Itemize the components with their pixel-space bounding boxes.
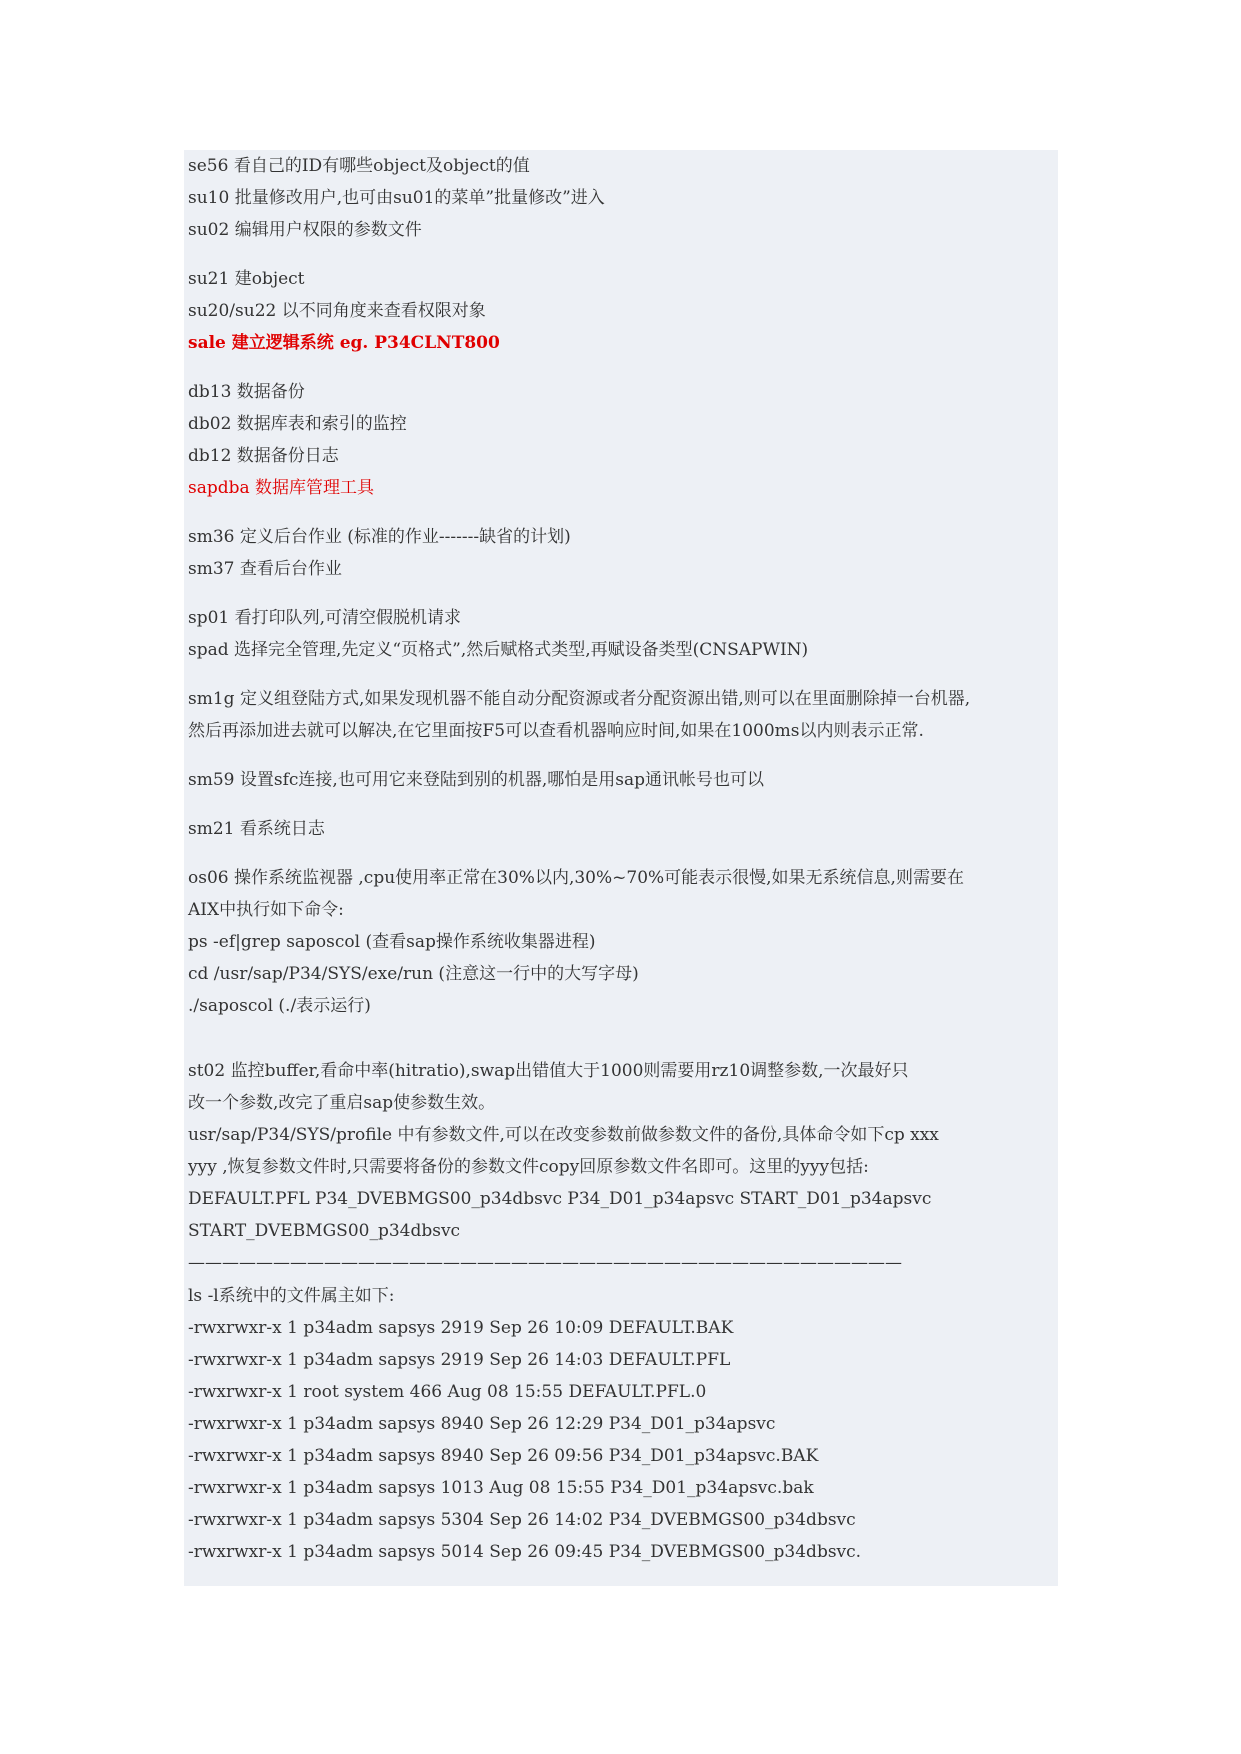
line-db13: db13 数据备份 bbox=[188, 382, 305, 402]
file-row-3: -rwxrwxr-x 1 root system 466 Aug 08 15:55 DEFAULT.PFL.0 bbox=[188, 1382, 707, 1402]
line-db02: db02 数据库表和索引的监控 bbox=[188, 414, 407, 434]
file-row-6: -rwxrwxr-x 1 p34adm sapsys 1013 Aug 08 15:55 P34_D01_p34apsvc.bak bbox=[188, 1478, 814, 1498]
line-smlg: sm1g 定义组登陆方式,如果发现机器不能自动分配资源或者分配资源出错,则可以在里面删除掉一台机器, bbox=[188, 689, 971, 709]
line-profile-cont: yyy ,恢复参数文件时,只需要将备份的参数文件copy回原参数文件名即可。这里的yyy包括: bbox=[188, 1157, 869, 1177]
line-os06-cont: AIX中执行如下命令: bbox=[188, 900, 344, 920]
line-sm36: sm36 定义后台作业 (标准的作业-------缺省的计划) bbox=[188, 527, 571, 547]
line-sm59: sm59 设置sfc连接,也可用它来登陆到别的机器,哪怕是用sap通讯帐号也可以 bbox=[188, 770, 764, 790]
line-db12: db12 数据备份日志 bbox=[188, 446, 339, 466]
line-cd-run: cd /usr/sap/P34/SYS/exe/run (注意这一行中的大写字母) bbox=[188, 964, 639, 984]
line-sale: sale 建立逻辑系统 eg. P34CLNT800 bbox=[188, 333, 500, 353]
line-ls: ls -l系统中的文件属主如下: bbox=[188, 1286, 395, 1306]
file-row-2: -rwxrwxr-x 1 p34adm sapsys 2919 Sep 26 14:03 DEFAULT.PFL bbox=[188, 1350, 731, 1370]
file-row-7: -rwxrwxr-x 1 p34adm sapsys 5304 Sep 26 14:02 P34_DVEBMGS00_p34dbsvc bbox=[188, 1510, 856, 1530]
separator-line: —————————————————————————————————————————— bbox=[188, 1253, 902, 1273]
line-ps-grep: ps -ef|grep saposcol (查看sap操作系统收集器进程) bbox=[188, 932, 596, 952]
line-sm21: sm21 看系统日志 bbox=[188, 819, 325, 839]
line-os06: os06 操作系统监视器 ,cpu使用率正常在30%以内,30%~70%可能表示很慢,如果无系统信息,则需要在 bbox=[188, 868, 964, 888]
line-spad: spad 选择完全管理,先定义“页格式”,然后赋格式类型,再赋设备类型(CNSAPWIN) bbox=[188, 640, 809, 660]
file-row-5: -rwxrwxr-x 1 p34adm sapsys 8940 Sep 26 09:56 P34_D01_p34apsvc.BAK bbox=[188, 1446, 819, 1466]
line-su10: su10 批量修改用户,也可由su01的菜单”批量修改”进入 bbox=[188, 188, 605, 208]
line-st02: st02 监控buffer,看命中率(hitratio),swap出错值大于1000则需要用rz10调整参数,一次最好只 bbox=[188, 1061, 909, 1081]
line-su21: su21 建object bbox=[188, 269, 305, 289]
line-sapdba: sapdba 数据库管理工具 bbox=[188, 478, 375, 498]
line-se56: se56 看自己的ID有哪些object及object的值 bbox=[188, 156, 530, 176]
line-su02: su02 编辑用户权限的参数文件 bbox=[188, 220, 422, 240]
line-su20-su22: su20/su22 以不同角度来查看权限对象 bbox=[188, 301, 486, 321]
line-pfl-list-cont: START_DVEBMGS00_p34dbsvc bbox=[188, 1221, 461, 1241]
line-saposcol: ./saposcol (./表示运行) bbox=[188, 996, 371, 1016]
line-smlg-cont: 然后再添加进去就可以解决,在它里面按F5可以查看机器响应时间,如果在1000ms以内则表示正常. bbox=[188, 721, 924, 741]
file-row-1: -rwxrwxr-x 1 p34adm sapsys 2919 Sep 26 10:09 DEFAULT.BAK bbox=[188, 1318, 734, 1338]
line-pfl-list: DEFAULT.PFL P34_DVEBMGS00_p34dbsvc P34_D01_p34apsvc START_D01_p34apsvc bbox=[188, 1189, 932, 1209]
file-row-8: -rwxrwxr-x 1 p34adm sapsys 5014 Sep 26 09:45 P34_DVEBMGS00_p34dbsvc. bbox=[188, 1542, 862, 1562]
file-row-4: -rwxrwxr-x 1 p34adm sapsys 8940 Sep 26 12:29 P34_D01_p34apsvc bbox=[188, 1414, 776, 1434]
line-sp01: sp01 看打印队列,可清空假脱机请求 bbox=[188, 608, 462, 628]
line-st02-cont: 改一个参数,改完了重启sap使参数生效。 bbox=[188, 1093, 496, 1113]
line-sm37: sm37 查看后台作业 bbox=[188, 559, 342, 579]
line-profile: usr/sap/P34/SYS/profile 中有参数文件,可以在改变参数前做参数文件的备份,具体命令如下cp xxx bbox=[188, 1125, 939, 1145]
